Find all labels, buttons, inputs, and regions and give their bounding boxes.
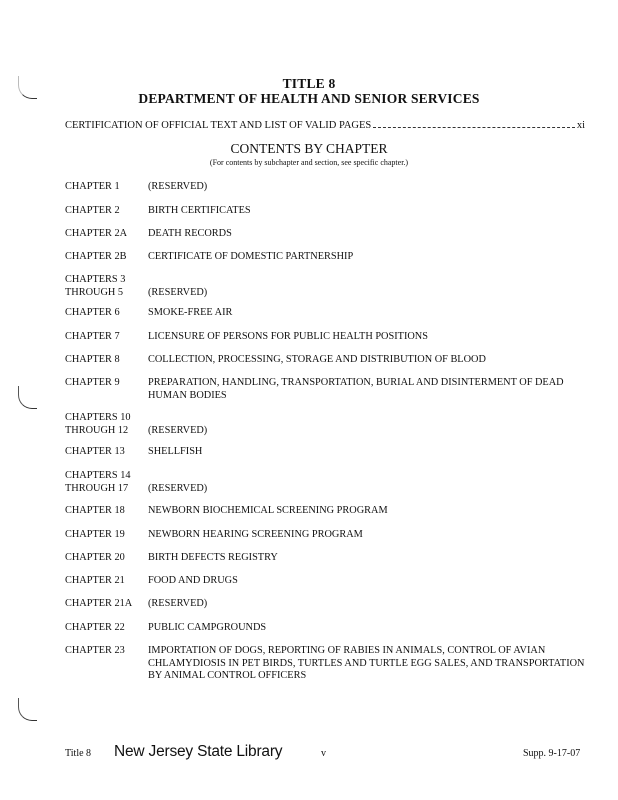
chapter-title: PREPARATION, HANDLING, TRANSPORTATION, BURIAL AND DISINTERMENT OF DEAD HUMAN BODIES — [148, 377, 564, 401]
page-number: v — [321, 748, 326, 759]
title-number: TITLE 8 — [282, 76, 336, 91]
chapter-label: CHAPTER 8 — [65, 354, 120, 365]
contents-heading: CONTENTS BY CHAPTER — [230, 141, 388, 156]
department-title: DEPARTMENT OF HEALTH AND SENIOR SERVICES — [138, 91, 480, 106]
chapter-label: CHAPTER 21 — [65, 575, 125, 586]
chapter-title: FOOD AND DRUGS — [148, 575, 238, 586]
chapter-title: SHELLFISH — [148, 446, 203, 457]
chapter-title: BIRTH CERTIFICATES — [148, 205, 251, 216]
certification-page: xi — [576, 120, 585, 131]
chapter-title: (RESERVED) — [148, 482, 208, 494]
chapter-label: CHAPTERS 3 THROUGH 5 — [65, 274, 126, 298]
chapter-label: CHAPTER 2A — [65, 228, 128, 239]
chapter-title: NEWBORN BIOCHEMICAL SCREENING PROGRAM — [148, 505, 388, 516]
chapter-title: (RESERVED) — [148, 181, 208, 192]
chapter-label: CHAPTER 1 — [65, 181, 120, 192]
library-stamp: New Jersey State Library — [114, 743, 283, 760]
chapter-label: CHAPTER 7 — [65, 331, 120, 342]
chapter-title: LICENSURE OF PERSONS FOR PUBLIC HEALTH POSITIONS — [148, 331, 428, 342]
contents-note: (For contents by subchapter and section, see specific chapter.) — [209, 158, 409, 167]
dot-leader — [373, 118, 575, 128]
chapter-title: (RESERVED) — [148, 424, 208, 436]
chapter-label: CHAPTER 2 — [65, 205, 120, 216]
chapter-label: CHAPTER 22 — [65, 622, 125, 633]
chapter-label: CHAPTER 6 — [65, 307, 120, 318]
chapter-label: CHAPTERS 10 THROUGH 12 — [65, 412, 131, 436]
chapter-title: NEWBORN HEARING SCREENING PROGRAM — [148, 529, 363, 540]
certification-line — [65, 118, 585, 132]
chapter-label: CHAPTER 9 — [65, 377, 120, 388]
chapter-label: CHAPTER 13 — [65, 446, 125, 457]
certification-text: CERTIFICATION OF OFFICIAL TEXT AND LIST OF VALID PAGES — [65, 120, 372, 131]
chapter-label: CHAPTER 2B — [65, 251, 127, 262]
chapter-title: IMPORTATION OF DOGS, REPORTING OF RABIES IN ANIMALS, CONTROL OF AVIAN CHLAMYDIOSIS IN PET BIRDS, TURTLES AND TURTLE EGG SALES, AND TRANSPORTATION BY ANIMAL CONTROL OFFICERS — [148, 645, 585, 681]
chapter-label: CHAPTER 21A — [65, 598, 133, 609]
chapter-title: PUBLIC CAMPGROUNDS — [148, 622, 267, 633]
punch-hole-mark — [18, 698, 37, 721]
chapter-title: DEATH RECORDS — [148, 228, 232, 239]
chapter-label: CHAPTER 20 — [65, 552, 125, 563]
chapter-title: SMOKE-FREE AIR — [148, 307, 233, 318]
chapter-label: CHAPTER 19 — [65, 529, 125, 540]
chapter-label: CHAPTER 23 — [65, 645, 125, 656]
chapter-title: COLLECTION, PROCESSING, STORAGE AND DISTRIBUTION OF BLOOD — [148, 354, 486, 365]
chapter-title: (RESERVED) — [148, 286, 208, 298]
chapter-label: CHAPTER 18 — [65, 505, 125, 516]
chapter-label: CHAPTERS 14 THROUGH 17 — [65, 470, 131, 494]
punch-hole-mark — [18, 386, 37, 409]
chapter-title: CERTIFICATE OF DOMESTIC PARTNERSHIP — [148, 251, 354, 262]
supplement-date: Supp. 9-17-07 — [523, 748, 581, 759]
footer-title: Title 8 — [65, 748, 92, 759]
chapter-title: (RESERVED) — [148, 598, 208, 609]
chapter-title: BIRTH DEFECTS REGISTRY — [148, 552, 278, 563]
